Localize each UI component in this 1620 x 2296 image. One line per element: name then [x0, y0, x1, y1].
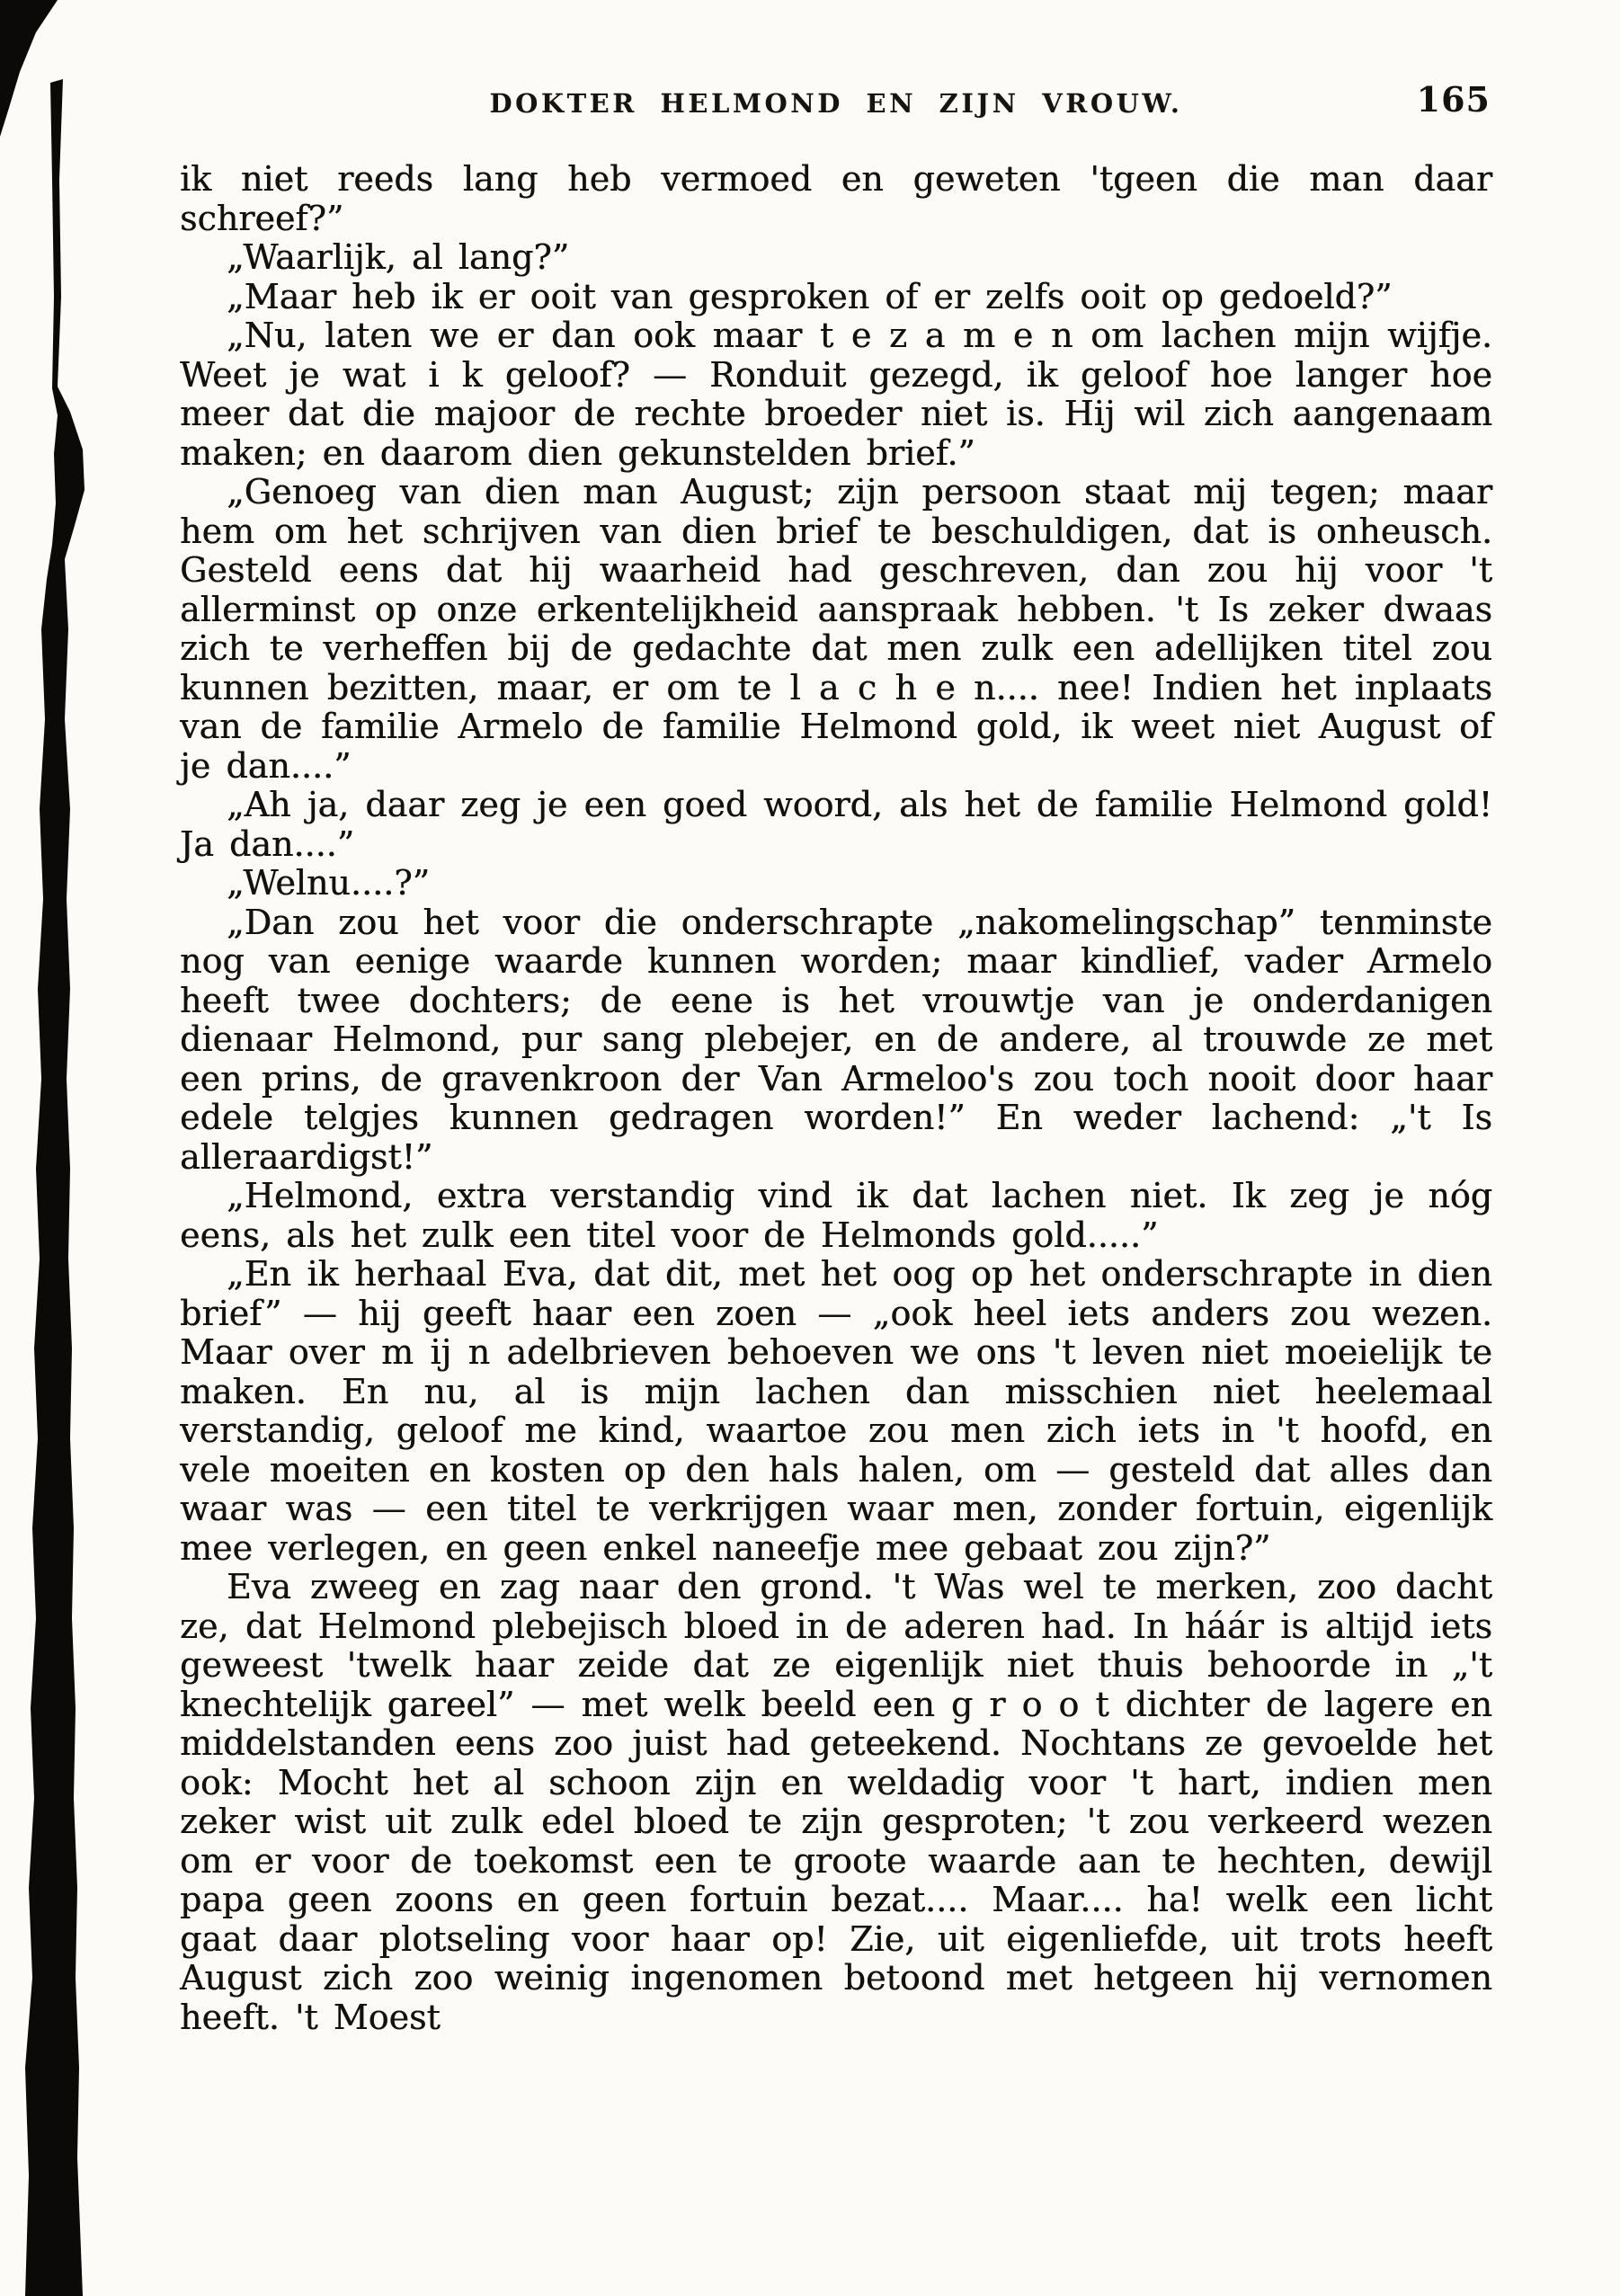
paragraph-2: „Waarlijk, al lang?” [227, 237, 570, 277]
paragraph-9: „Helmond, extra verstandig vind ik dat lachen niet. Ik zeg je nóg eens, als het zulk een titel voor de Helmonds gold.....” [180, 1176, 1492, 1255]
text-body [180, 160, 1492, 2037]
page-number: 165 [1416, 79, 1491, 120]
page-header [180, 77, 1492, 135]
paragraph-3: „Maar heb ik er ooit van gesproken of er zelfs ooit op gedoeld?” [227, 276, 1393, 316]
paragraph-10: „En ik herhaal Eva, dat dit, met het oog op het onderschrapte in dien brief” — hij geeft haar een zoen — „ook heel iets anders zou wezen. Maar over m ij n adelbrieven behoeven we ons 't leven niet moeielijk te maken. En nu, al is mijn lachen dan misschien niet heelemaal verstandig, geloof me kind, waartoe zou men zich iets in 't hoofd, en vele moeiten en kosten op den hals halen, om — gesteld dat alles dan waar was — een titel te verkrijgen waar men, zonder fortuin, eigenlijk mee verlegen, en geen enkel naneefje mee gebaat zou zijn?” [180, 1254, 1492, 1568]
paragraph-5: „Genoeg van dien man August; zijn persoon staat mij tegen; maar hem om het schrijven van dien brief te beschuldigen, dat is onheusch. Gesteld eens dat hij waarheid had geschreven, dan zou hij voor 't allerminst op onze erkentelijkheid aanspraak hebben. 't Is zeker dwaas zich te verheffen bij de gedachte dat men zulk een adellijken titel zou kunnen bezitten, maar, er om te l a c h e n.... nee! Indien het inplaats van de familie Armelo de familie Helmond gold, ik weet niet August of je dan....” [180, 472, 1492, 786]
paragraph-8: „Dan zou het voor die onderschrapte „nakomelingschap” tenminste nog van eenige waarde kunnen worden; maar kindlief, vader Armelo heeft twee dochters; de eene is het vrouwtje van je onderdanigen dienaar Helmond, pur sang plebejer, en de andere, al trouwde ze met een prins, de gravenkroon der Van Armeloo's zou toch nooit door haar edele telgjes kunnen gedragen worden!” En weder lachend: „'t Is alleraardigst!” [180, 902, 1492, 1177]
paragraph-4: „Nu, laten we er dan ook maar t e z a m e n om lachen mijn wijfje. Weet je wat i k geloof? — Ronduit gezegd, ik geloof hoe langer hoe meer dat die majoor de rechte broeder niet is. Hij wil zich aangenaam maken; en daarom dien gekunstelden brief.” [180, 316, 1492, 473]
page-content [180, 77, 1492, 2037]
scan-binding-edge-icon [0, 0, 99, 2296]
paragraph-11: Eva zweeg en zag naar den grond. 't Was wel te merken, zoo dacht ze, dat Helmond plebejisch bloed in de aderen had. In háár is altijd iets geweest 'twelk haar zeide dat ze eigenlijk niet thuis behoorde in „'t knechtelijk gareel” — met welk beeld een g r o o t dichter de lagere en middelstanden eens zoo juist had geteekend. Nochtans ze gevoelde het ook: Mocht het al schoon zijn en weldadig voor 't hart, indien men zeker wist uit zulk edel bloed te zijn gesproten; 't zou verkeerd wezen om er voor de toekomst een te groote waarde aan te hechten, dewijl papa geen zoons en geen fortuin bezat.... Maar.... ha! welk een licht gaat daar plotseling voor haar op! Zie, uit eigenliefde, uit trots heeft August zich zoo weinig ingenomen betoond met hetgeen hij vernomen heeft. 't Moest [180, 1567, 1492, 2037]
paragraph-6: „Ah ja, daar zeg je een goed woord, als het de familie Helmond gold! Ja dan....” [180, 785, 1492, 864]
running-title: DOKTER HELMOND EN ZIJN VROUW. [489, 88, 1183, 119]
paragraph-1: ik niet reeds lang heb vermoed en geweten 'tgeen die man daar schreef?” [180, 159, 1492, 238]
paragraph-7: „Welnu....?” [227, 863, 430, 903]
